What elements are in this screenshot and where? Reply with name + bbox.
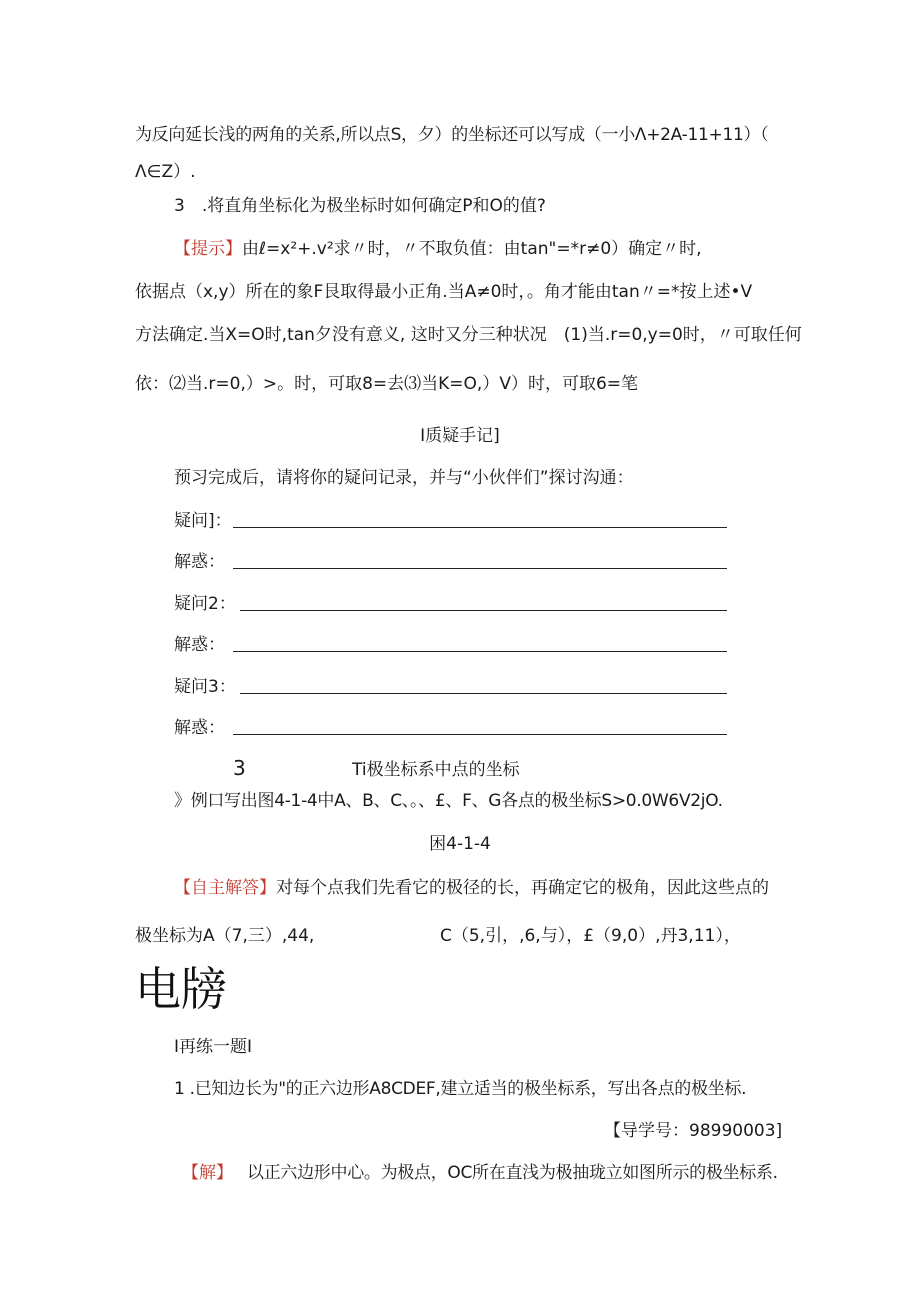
note-blank-5[interactable] — [240, 693, 727, 694]
hint-line1 — [174, 238, 702, 260]
hint-line3: 方法确定.当X=O时,tan夕没有意义, 这时又分三种状况 (1)当.r=0,y=0时，〃可取任何 — [135, 325, 802, 345]
note-blank-3[interactable] — [240, 610, 727, 611]
solution-text: 以正六边形中心。为极点，OC所在直浅为极抽珑立如图所示的极坐标系. — [247, 1163, 778, 1183]
para1-line1: 为反向延长浅的两角的关系,所以点S，夕）的坐标还可以写成（一小Λ+2A-11+11）（ — [135, 125, 769, 145]
note-blank-4[interactable] — [233, 651, 727, 652]
answer-text-1: 对每个点我们先看它的极径的长，再确定它的极角，因此这些点的 — [276, 878, 769, 898]
figure-caption: 困4-1-4 — [429, 834, 491, 854]
answer-label: 【自主解答】 — [174, 878, 276, 898]
hint-text-1: 由ℓ=x²+.v²求〃时，〃不取负值：由tan"=*r≠0）确定〃时, — [242, 239, 702, 259]
note-label-1: 疑问]： — [174, 511, 232, 531]
notes-title: I质疑手记] — [420, 426, 500, 446]
hint-line2: 依据点（x,y）所在的象F艮取得最小正角.当A≠0时，。角才能由tan〃=*按上述•V — [135, 282, 753, 302]
practice-title: I再练一题I — [174, 1037, 253, 1057]
note-blank-1[interactable] — [233, 527, 727, 528]
note-blank-2[interactable] — [233, 568, 727, 569]
answer-line2b: C（5,引，,6,与），£（9,0）,丹3,11）， — [440, 926, 741, 946]
note-label-6: 解惑： — [174, 718, 225, 738]
solution-label: 【解】 — [182, 1163, 233, 1183]
practice-question-1: 1 .已知边长为"的正六边形A8CDEF,建立适当的极坐标系，写出各点的极坐标. — [174, 1079, 747, 1099]
large-glyph-text: 电牓 — [135, 962, 227, 1016]
hint-label: 【提示】 — [174, 239, 242, 259]
note-label-5: 疑问3： — [174, 677, 236, 697]
note-blank-6[interactable] — [233, 734, 727, 735]
answer-line2a: 极坐标为A（7,三）,44, — [135, 926, 315, 946]
example-text: 》例口写出图4-1-4中A、B、C、。、£、F、G各点的极坐标S>0.0W6V2jO. — [174, 791, 723, 811]
note-label-2: 解惑： — [174, 552, 225, 572]
section-title: Ti极坐标系中点的坐标 — [352, 760, 520, 780]
note-label-4: 解惑： — [174, 635, 225, 655]
note-label-3: 疑问2： — [174, 594, 236, 614]
section-number: 3 — [233, 756, 246, 780]
answer-line1 — [174, 877, 769, 899]
guide-number: 【导学号：98990003] — [604, 1121, 783, 1141]
hint-line4: 依：⑵当.r=0,）>。时，可取8=去⑶当K=O,）V）时，可取6=笔 — [135, 374, 639, 394]
question-3: 3 .将直角坐标化为极坐标时如何确定P和O的值? — [174, 196, 546, 216]
para1-line2: Λ∈Z）. — [135, 162, 196, 182]
notes-intro: 预习完成后，请将你的疑问记录，并与“小伙伴们”探讨沟通： — [174, 468, 634, 488]
